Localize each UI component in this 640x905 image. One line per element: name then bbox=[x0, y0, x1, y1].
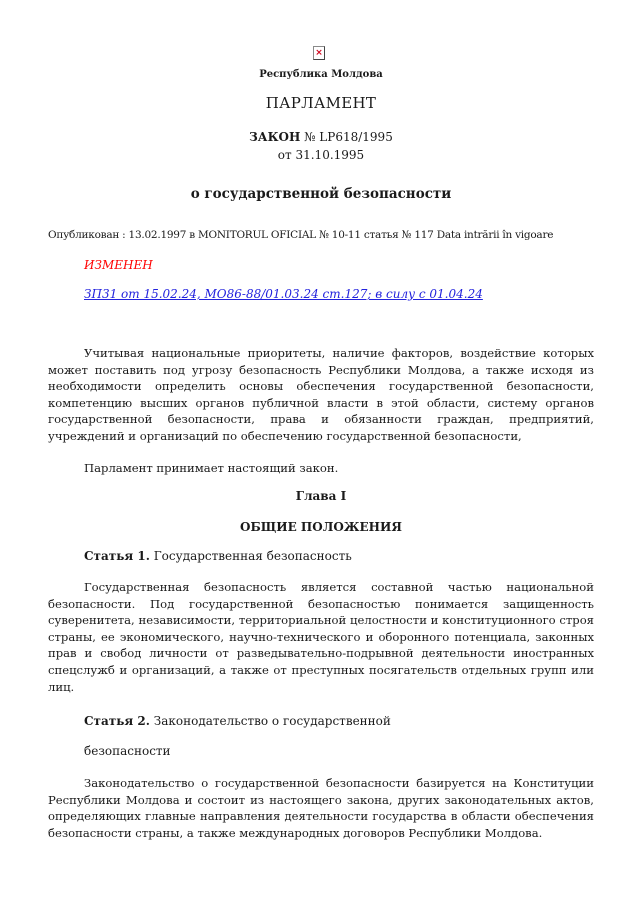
law-title: о государственной безопасности bbox=[190, 186, 452, 202]
parliament-heading: ПАРЛАМЕНТ bbox=[265, 94, 377, 112]
amended-status: ИЗМЕНЕН bbox=[84, 258, 153, 272]
law-number: № LP618/1995 bbox=[304, 130, 393, 144]
chapter-title: ОБЩИЕ ПОЛОЖЕНИЯ bbox=[240, 520, 402, 534]
law-number-line bbox=[48, 130, 594, 144]
republic-heading: Республика Молдова bbox=[259, 69, 383, 80]
law-date: от 31.10.1995 bbox=[277, 148, 365, 162]
article-2-title-continued: безопасности bbox=[84, 744, 171, 758]
chapter-heading: Глава I bbox=[295, 489, 347, 503]
amendment-link[interactable]: ЗП31 от 15.02.24, МО86-88/01.03.24 ст.127; в силу с 01.04.24 bbox=[84, 287, 483, 301]
article-1-title: Государственная безопасность bbox=[149, 549, 352, 563]
article-1-label: Статья 1. bbox=[84, 549, 150, 563]
broken-image-icon: × bbox=[313, 46, 325, 60]
article-2-title: Законодательство о государственной bbox=[149, 714, 391, 728]
adoption-paragraph: Парламент принимает настоящий закон. bbox=[84, 461, 339, 475]
preamble-paragraph: Учитывая национальные приоритеты, наличие факторов, воздействие которых может поставить под угрозу безопасность Республики Молдова, а также исходя из необходимости определить основы обеспечения государственной безопасности, компетенцию высших органов публичной власти в этой области, систему органов государственной безопасности, права и обязанности граждан, предприятий, учреждений и организаций по обеспечению государственной безопасности, bbox=[48, 346, 594, 443]
article-2-label: Статья 2. bbox=[84, 714, 150, 728]
article-1-heading bbox=[84, 549, 630, 563]
publication-info: Опубликован : 13.02.1997 в MONITORUL OFICIAL № 10-11 статья № 117 Data intrării în vigoare bbox=[48, 229, 554, 241]
article-2-text: Законодательство о государственной безопасности базируется на Конституции Республики Молдова и состоит из настоящего закона, других законодательных актов, определяющих главные направления деятельности государства в области обеспечения безопасности страны, а также международных договоров Республики Молдова. bbox=[48, 776, 594, 840]
article-2-heading bbox=[84, 714, 630, 728]
article-1-text: Государственная безопасность является составной частью национальной безопасности. Под государственной безопасностью понимается защищенность суверенитета, независимости, территориальной целостности и конституционного строя страны, ее экономического, научно-технического и оборонного потенциала, законных прав и свобод личности от разведывательно-подрывной деятельности иностранных спецслужб и организаций, а также от преступных посягательств отдельных групп или лиц. bbox=[48, 580, 594, 694]
law-label: ЗАКОН bbox=[249, 130, 301, 144]
